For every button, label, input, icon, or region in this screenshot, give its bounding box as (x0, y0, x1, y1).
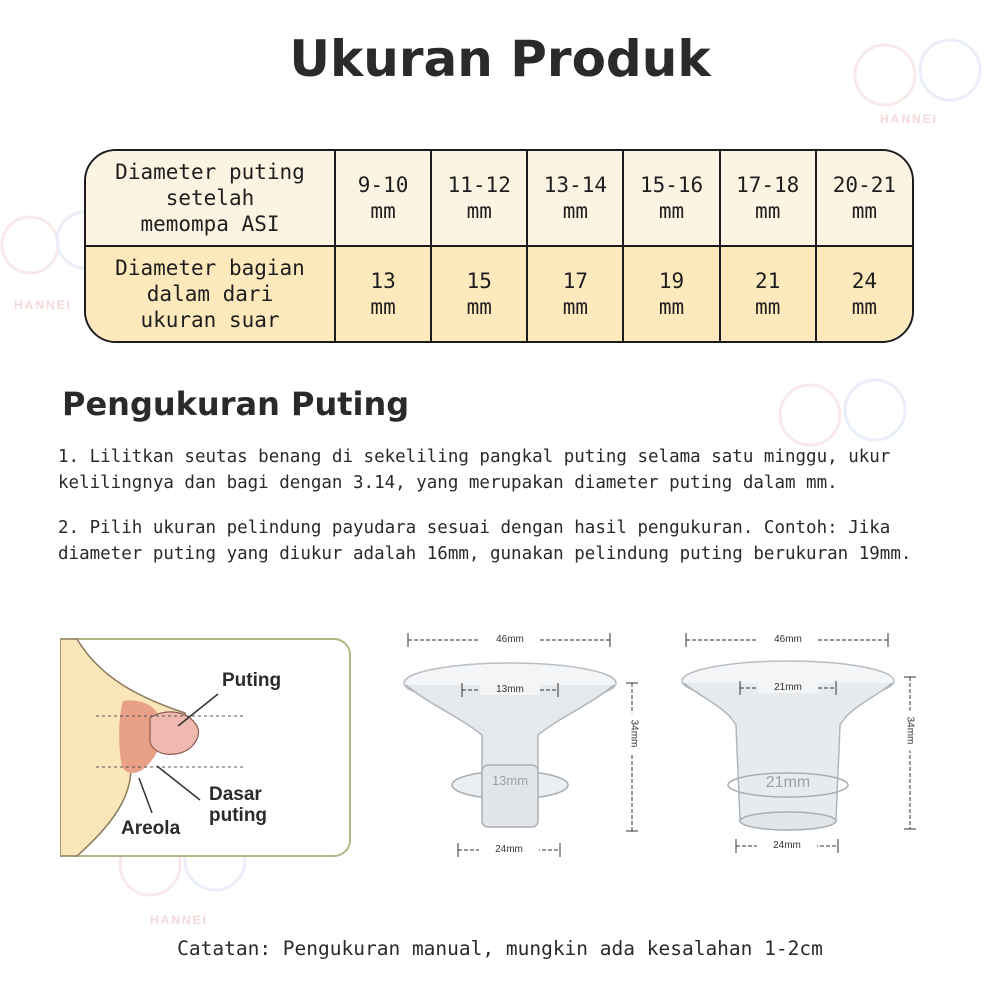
header-line: Diameter bagian (115, 256, 305, 280)
cell-unit: mm (755, 295, 781, 319)
cell-unit: mm (562, 199, 589, 223)
header-line: Diameter puting (115, 160, 305, 184)
dimension-top-right: 46mm (758, 634, 818, 645)
table-cell (527, 151, 623, 246)
label-areola: Areola (121, 818, 181, 839)
cell-unit: mm (658, 199, 685, 223)
table-cell (720, 151, 816, 246)
row-header-nipple-diameter (86, 151, 335, 246)
section-title: Pengukuran Puting (62, 385, 410, 423)
instruction-step-2: 2. Pilih ukuran pelindung payudara sesuai dengan hasil pengukuran. Contoh: Jika diameter puting yang diukur adalah 16mm, gunakan pelindung puting berukuran 19mm. (58, 518, 912, 564)
dimension-height-left: 34mm (629, 714, 640, 754)
cell-unit: mm (851, 199, 878, 223)
cell-value: 9-10 (357, 173, 409, 197)
cell-value: 11-12 (447, 173, 511, 197)
engraving-text-right: 21mm (765, 774, 811, 791)
header-line: setelah (165, 186, 255, 210)
table-cell (431, 151, 527, 246)
cell-unit: mm (562, 295, 589, 319)
dimension-height-right: 34mm (905, 711, 916, 751)
table-cell (335, 151, 431, 246)
page-title: Ukuran Produk (289, 30, 711, 88)
table-cell (816, 246, 912, 341)
table-cell (816, 151, 912, 246)
cell-value: 13-14 (543, 173, 607, 197)
cell-unit: mm (466, 295, 492, 319)
cell-value: 17-18 (736, 173, 800, 197)
table-cell (720, 246, 816, 341)
cell-unit: mm (370, 295, 396, 319)
cell-value: 13 (370, 269, 396, 293)
dimension-inner-left: 13mm (480, 684, 540, 695)
cell-value: 19 (658, 269, 685, 293)
table-cell (527, 246, 623, 341)
flange-diameter-row (86, 246, 912, 341)
size-table (84, 149, 914, 343)
cell-unit: mm (466, 199, 492, 223)
cell-unit: mm (658, 295, 685, 319)
dimension-inner-right: 21mm (758, 682, 818, 693)
cell-value: 15-16 (639, 173, 704, 197)
cell-value: 24 (851, 269, 878, 293)
cell-value: 15 (466, 269, 492, 293)
table-cell (431, 246, 527, 341)
watermark-text: HANNEI (880, 112, 939, 126)
label-dasar-puting-1: Dasar (209, 784, 262, 805)
engraving-text-left: 13mm (491, 773, 529, 788)
flange-21mm-illustration (678, 625, 923, 865)
table-cell (623, 151, 719, 246)
cell-value: 21 (755, 269, 781, 293)
nipple-diameter-row (86, 151, 912, 246)
header-line: memompa ASI (140, 212, 280, 236)
label-dasar-puting-2: puting (209, 805, 268, 826)
breast-diagram (60, 638, 352, 858)
row-header-flange-diameter (86, 246, 335, 341)
cell-unit: mm (851, 295, 878, 319)
header-line: dalam dari (146, 282, 274, 306)
watermark-text: HANNEI (14, 298, 73, 312)
header-line: ukuran suar (140, 308, 280, 332)
dimension-bottom-right: 24mm (757, 840, 817, 851)
cell-unit: mm (370, 199, 396, 223)
cell-value: 17 (562, 269, 589, 293)
table-cell (623, 246, 719, 341)
watermark-text: HANNEI (150, 913, 209, 927)
dimension-bottom-left: 24mm (479, 844, 539, 855)
measurement-note: Catatan: Pengukuran manual, mungkin ada kesalahan 1-2cm (177, 937, 823, 960)
table-cell (335, 246, 431, 341)
cell-value: 20-21 (832, 173, 896, 197)
instruction-step-1: 1. Lilitkan seutas benang di sekeliling pangkal puting selama satu minggu, ukur kelilingnya dan bagi dengan 3.14, yang merupakan diameter puting dalam mm. (58, 447, 901, 493)
cell-unit: mm (755, 199, 781, 223)
flange-13mm-illustration (400, 625, 645, 865)
dimension-top-left: 46mm (480, 634, 540, 645)
label-puting: Puting (222, 670, 282, 691)
